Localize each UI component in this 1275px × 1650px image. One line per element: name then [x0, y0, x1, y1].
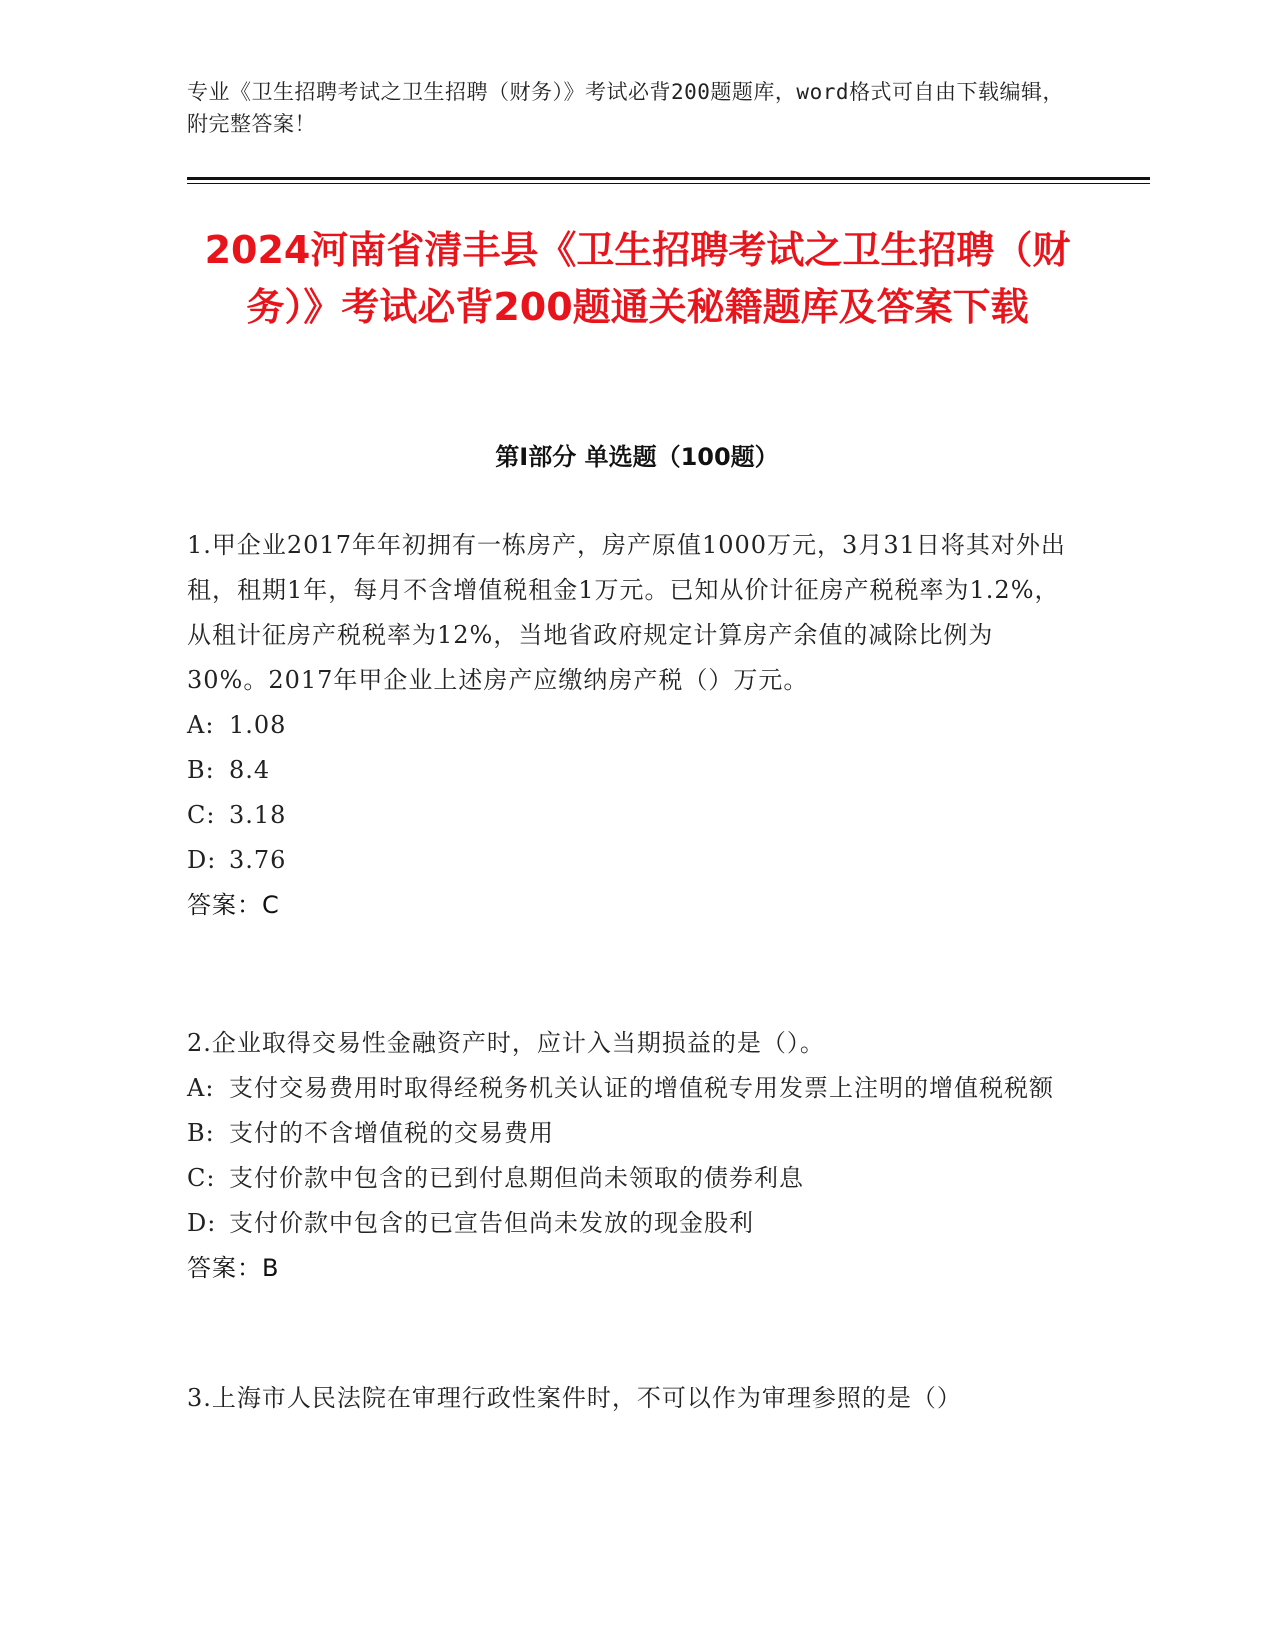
section-title: 第Ⅰ部分 单选题（100题）: [495, 443, 779, 471]
option-key: A:: [187, 711, 215, 739]
answer: 答案：C: [187, 891, 280, 919]
option-text: 1.08: [229, 711, 287, 739]
header-divider-thin: [187, 183, 1150, 184]
option-d: [187, 838, 1067, 883]
option-key: C:: [187, 801, 216, 829]
option-key: D:: [187, 1209, 217, 1237]
question-stem: 3.上海市人民法院在审理行政性案件时，不可以作为审理参照的是（）: [187, 1384, 962, 1412]
option-b: [187, 748, 1067, 793]
option-key: C:: [187, 1164, 216, 1192]
option-key: B:: [187, 1119, 215, 1147]
question-2: [187, 1021, 1067, 1291]
option-key: D:: [187, 846, 217, 874]
option-text: 支付价款中包含的已宣告但尚未发放的现金股利: [229, 1209, 754, 1237]
question-3: [187, 1376, 1067, 1421]
option-a: [187, 1066, 1067, 1111]
option-text: 支付交易费用时取得经税务机关认证的增值税专用发票上注明的增值税税额: [229, 1074, 1054, 1102]
option-key: B:: [187, 756, 215, 784]
option-text: 3.76: [229, 846, 287, 874]
option-text: 3.18: [229, 801, 287, 829]
header-note: 专业《卫生招聘考试之卫生招聘（财务）》考试必背200题题库，word格式可自由下载编辑，附完整答案！: [187, 80, 1064, 136]
option-b: [187, 1111, 1067, 1156]
question-1: [187, 523, 1067, 928]
option-key: A:: [187, 1074, 215, 1102]
option-c: [187, 793, 1067, 838]
option-d: [187, 1201, 1067, 1246]
document-title: 2024河南省清丰县《卫生招聘考试之卫生招聘（财务）》考试必背200题通关秘籍题库及答案下载: [204, 228, 1071, 329]
answer: 答案：B: [187, 1254, 280, 1282]
option-a: [187, 703, 1067, 748]
question-stem: 1.甲企业2017年年初拥有一栋房产，房产原值1000万元，3月31日将其对外出租，租期1年，每月不含增值税租金1万元。已知从价计征房产税税率为1.2%，从租计征房产税税率为12%，当地省政府规定计算房产余值的减除比例为30%。2017年甲企业上述房产应缴纳房产税（）万元。: [187, 531, 1066, 694]
option-text: 8.4: [229, 756, 271, 784]
option-text: 支付的不含增值税的交易费用: [229, 1119, 554, 1147]
question-stem: 2.企业取得交易性金融资产时，应计入当期损益的是（）。: [187, 1029, 825, 1057]
option-c: [187, 1156, 1067, 1201]
header-divider-thick: [187, 177, 1150, 180]
option-text: 支付价款中包含的已到付息期但尚未领取的债券利息: [229, 1164, 804, 1192]
